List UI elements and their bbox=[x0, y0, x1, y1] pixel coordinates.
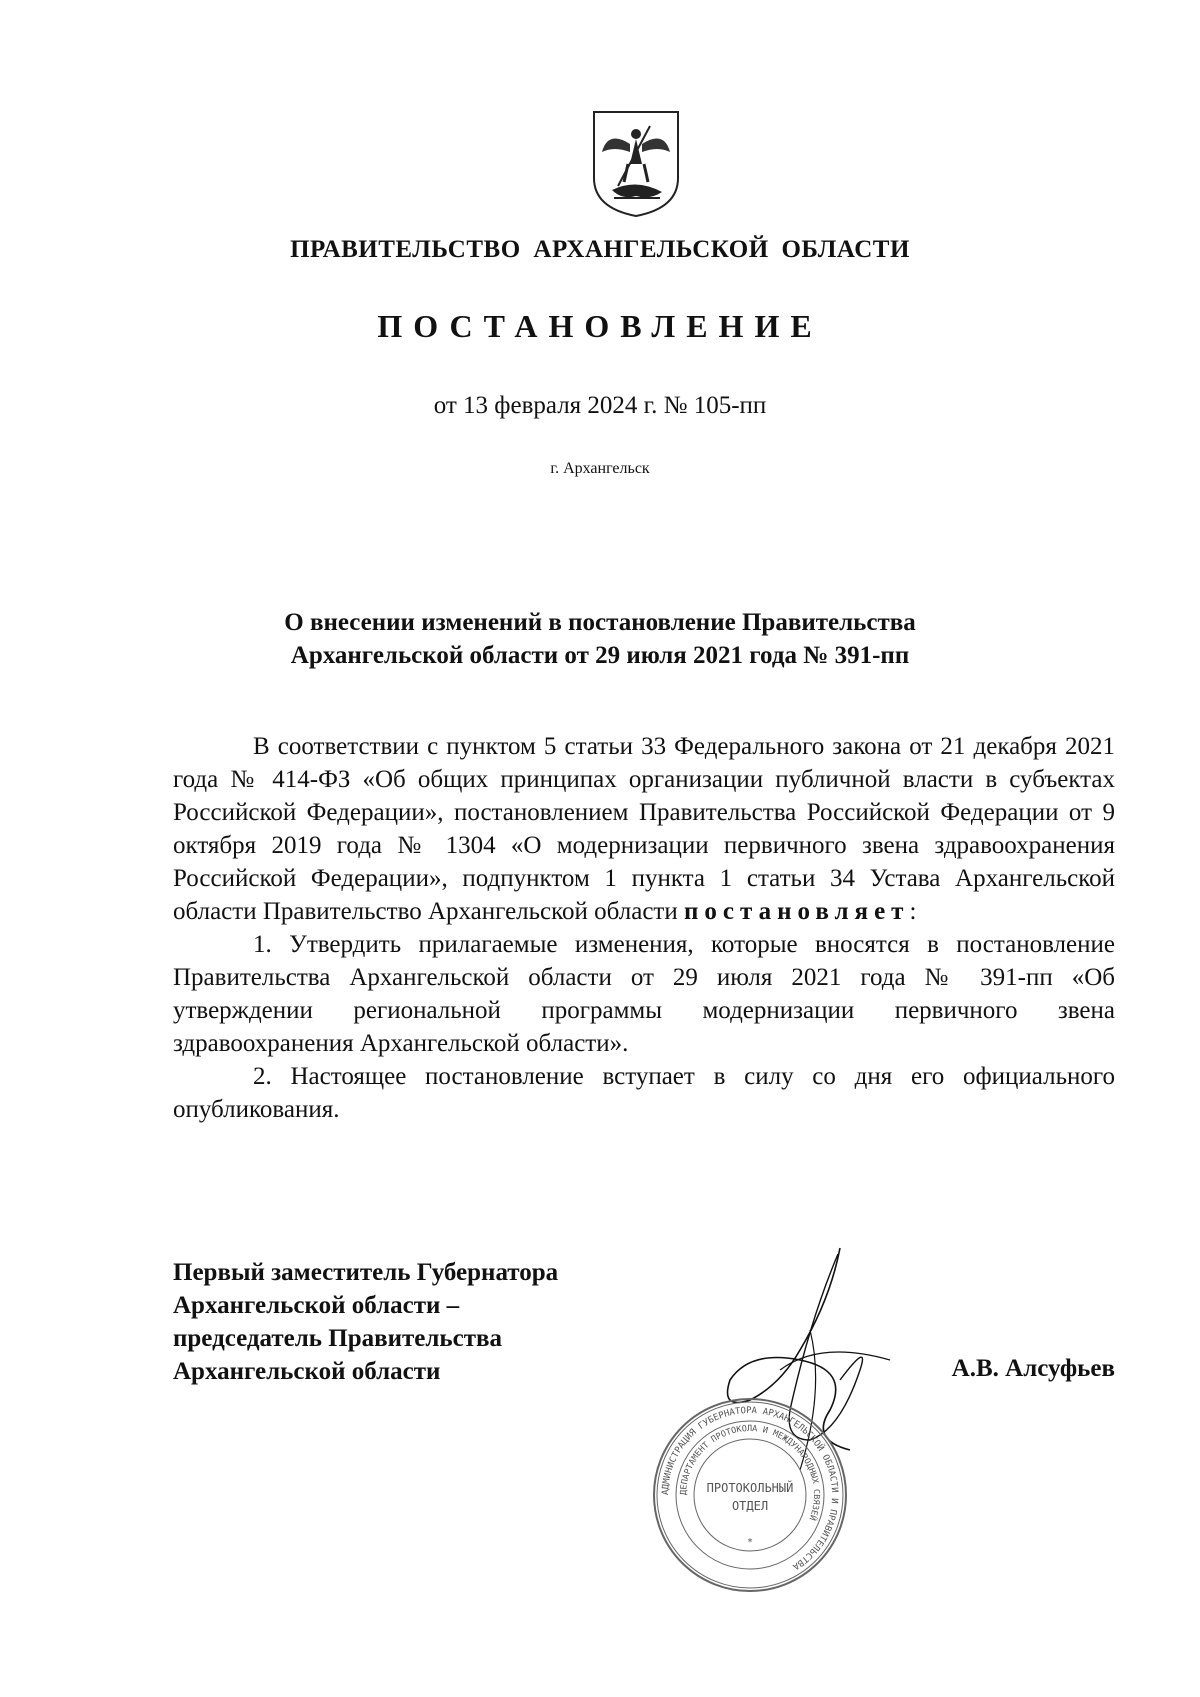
subject-line-2: Архангельской области от 29 июля 2021 года № 391-пп bbox=[290, 642, 910, 669]
preamble-paragraph bbox=[173, 730, 1115, 928]
subject-line-1: О внесении изменений в постановление Правительства bbox=[284, 609, 916, 636]
decree-suffix: : bbox=[909, 898, 917, 925]
position-line-4: Архангельской области bbox=[173, 1358, 441, 1385]
stamp-center-line-2: ОТДЕЛ bbox=[731, 1499, 769, 1513]
document-body bbox=[173, 730, 1115, 1126]
document-subject bbox=[220, 606, 980, 672]
position-line-2: Архангельской области – bbox=[173, 1292, 460, 1319]
stamp-center-line-1: ПРОТОКОЛЬНЫЙ bbox=[706, 1481, 794, 1495]
position-line-3: председатель Правительства bbox=[173, 1325, 503, 1352]
item-1-paragraph: 1. Утвердить прилагаемые изменения, которые вносятся в постановление Правительства Архангельской области от 29 июля 2021 года № 391-пп «Об утверждении региональной программы модернизации первичного звена здравоохранения Архангельской области». bbox=[173, 931, 1115, 1057]
document-city: г. Архангельск bbox=[550, 460, 650, 477]
position-line-1: Первый заместитель Губернатора bbox=[173, 1259, 559, 1286]
official-stamp-icon bbox=[650, 1395, 850, 1595]
coat-of-arms-icon bbox=[590, 108, 682, 220]
decree-word: постановляет bbox=[683, 898, 910, 925]
item-2-paragraph: 2. Настоящее постановление вступает в силу со дня его официального опубликования. bbox=[173, 1063, 1115, 1123]
svg-text:*: * bbox=[747, 1537, 753, 1548]
document-type: ПОСТАНОВЛЕНИЕ bbox=[377, 308, 823, 344]
signatory-name: А.В. Алсуфьев bbox=[951, 1355, 1115, 1382]
government-title: ПРАВИТЕЛЬСТВО АРХАНГЕЛЬСКОЙ ОБЛАСТИ bbox=[290, 236, 910, 263]
stamp-outer-text: АДМИНИСТРАЦИЯ ГУБЕРНАТОРА АРХАНГЕЛЬСКОЙ ОБЛАСТИ И ПРАВИТЕЛЬСТВА bbox=[660, 1405, 840, 1572]
signatory-position bbox=[173, 1256, 693, 1388]
preamble-text: В соответствии с пунктом 5 статьи 33 Федерального закона от 21 декабря 2021 года № 414-ФЗ «Об общих принципах организации публичной власти в субъектах Российской Федерации», постановлением Правительства Российской Федерации от 9 октября 2019 года № 1304 «О модернизации первичного звена здравоохранения Российской Федерации», подпунктом 1 пункта 1 статьи 34 Устава Архангельской области Правительство Архангельской области bbox=[173, 733, 1115, 925]
document-date-number: от 13 февраля 2024 г. № 105-пп bbox=[433, 392, 767, 419]
stamp-inner-text: ДЕПАРТАМЕНТ ПРОТОКОЛА И МЕЖДУНАРОДНЫХ СВЯЗЕЙ bbox=[678, 1423, 822, 1522]
